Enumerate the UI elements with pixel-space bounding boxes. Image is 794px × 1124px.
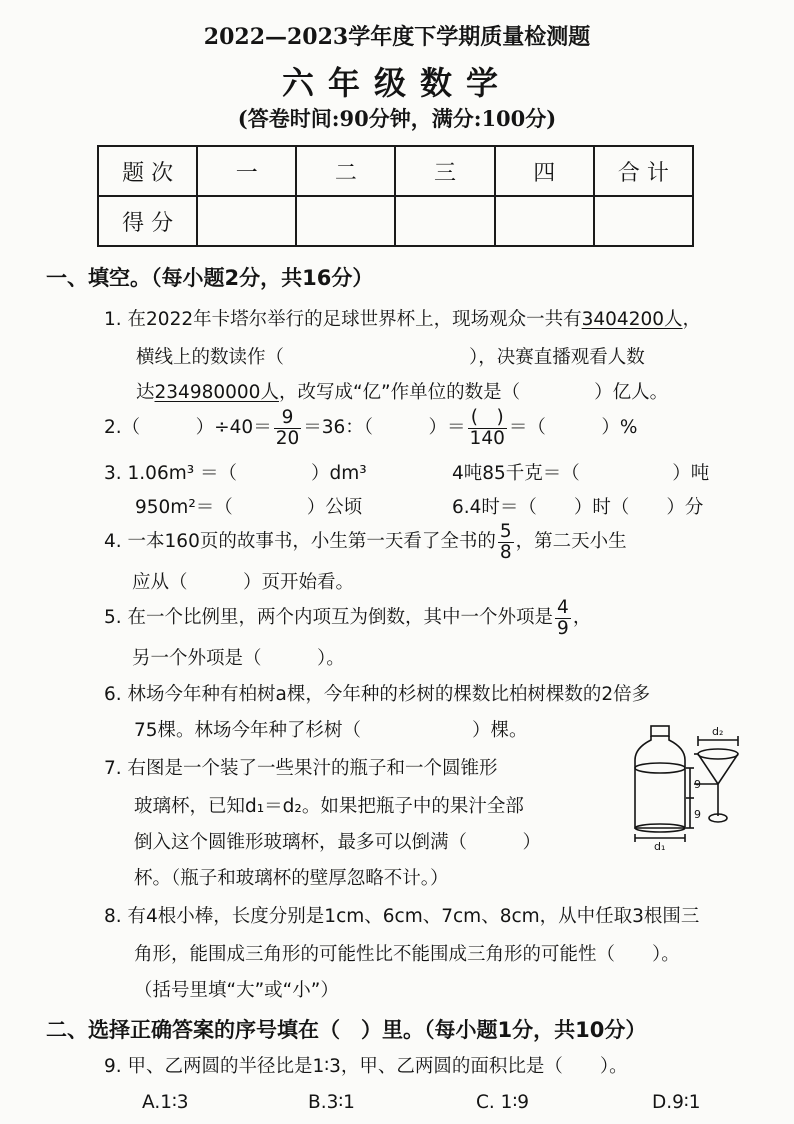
q2-text: ＝36：（ ）＝ bbox=[303, 417, 466, 438]
q1-number-underlined: 3404200人 bbox=[581, 309, 683, 330]
score-input-cell[interactable] bbox=[395, 196, 494, 246]
score-cell: 合 计 bbox=[594, 146, 693, 196]
q9-option-a[interactable]: A.1∶3 bbox=[142, 1092, 189, 1113]
q9-option-b[interactable]: B.3∶1 bbox=[308, 1092, 355, 1113]
q5-text: 5. 在一个比例里，两个内项互为倒数，其中一个外项是 bbox=[104, 607, 554, 628]
score-input-cell[interactable] bbox=[296, 196, 395, 246]
score-input-cell[interactable] bbox=[495, 196, 594, 246]
d2-label: d₂ bbox=[712, 725, 724, 738]
d1-label: d₁ bbox=[654, 840, 666, 850]
q4-line-1 bbox=[104, 522, 627, 562]
fraction-numerator: 5 bbox=[499, 521, 512, 543]
q8-line-1: 8. 有4根小棒，长度分别是1cm、6cm、7cm、8cm，从中任取3根围三 bbox=[104, 906, 700, 927]
q8-line-3: （括号里填“大”或“小”） bbox=[134, 980, 339, 1001]
q1-number-underlined: 234980000人 bbox=[154, 382, 279, 403]
q9-option-d[interactable]: D.9∶1 bbox=[652, 1092, 701, 1113]
exam-subject: 六年级数学 bbox=[281, 64, 512, 102]
score-cell: 三 bbox=[395, 146, 494, 196]
q1-line-1 bbox=[104, 305, 701, 331]
q3-part-d: 6.4时＝（ ）时（ ）分 bbox=[452, 497, 704, 518]
q4-text: 4. 一本160页的故事书，小生第一天看了全书的 bbox=[104, 531, 496, 552]
score-table-header-row bbox=[98, 146, 693, 196]
q1-text: ， bbox=[682, 309, 702, 330]
q1-line-3 bbox=[136, 378, 668, 404]
q2-fraction-9-20 bbox=[274, 408, 302, 448]
q4-text: ，第二天小生 bbox=[515, 531, 627, 552]
q6-line-2: 75棵。林场今年种了杉树（ ）棵。 bbox=[134, 720, 528, 741]
fraction-denominator: 9 bbox=[557, 617, 569, 639]
score-cell: 四 bbox=[495, 146, 594, 196]
exam-title: 2022—2023学年度下学期质量检测题 bbox=[203, 24, 591, 50]
q1-text: 1. 在2022年卡塔尔举行的足球世界杯上，现场观众一共有 bbox=[104, 309, 582, 330]
q9-option-c[interactable]: C. 1∶9 bbox=[476, 1092, 530, 1113]
exam-info: (答卷时间:90分钟，满分:100分) bbox=[237, 106, 557, 131]
juice-surface bbox=[635, 763, 685, 773]
q6-line-1: 6. 林场今年种有柏树a棵，今年种的杉树的棵数比柏树棵数的2倍多 bbox=[104, 684, 651, 705]
q2-fraction-blank-140 bbox=[468, 408, 507, 448]
bottle-cap bbox=[651, 726, 669, 736]
q7-line-2: 玻璃杯，已知d₁＝d₂。如果把瓶子中的果汁全部 bbox=[134, 796, 524, 817]
fraction-numerator: ( ) bbox=[468, 408, 507, 428]
section-1-title: 一、填空。（每小题2分，共16分） bbox=[46, 266, 374, 290]
section-2-title: 二、选择正确答案的序号填在（ ）里。（每小题1分，共10分） bbox=[46, 1018, 647, 1042]
q2-line bbox=[104, 408, 637, 448]
score-table-score-row bbox=[98, 196, 693, 246]
fraction-denominator: 140 bbox=[469, 427, 505, 449]
q2-text: 2.（ ）÷40＝ bbox=[104, 417, 272, 438]
q3-part-a: 3. 1.06m³ ＝（ ）dm³ bbox=[104, 463, 367, 484]
q9-stem: 9. 甲、乙两圆的半径比是1∶3，甲、乙两圆的面积比是（ ）。 bbox=[104, 1056, 628, 1077]
score-table bbox=[97, 145, 694, 247]
q3-part-c: 950m²＝（ ）公顷 bbox=[135, 497, 363, 518]
q5-text: ， bbox=[572, 607, 592, 628]
height-label-2: 9 bbox=[694, 808, 701, 821]
score-cell: 二 bbox=[296, 146, 395, 196]
q5-fraction-4-9 bbox=[555, 598, 571, 638]
q7-line-4: 杯。（瓶子和玻璃杯的壁厚忽略不计。） bbox=[134, 868, 449, 889]
fraction-denominator: 20 bbox=[275, 427, 300, 449]
fraction-numerator: 4 bbox=[557, 597, 569, 619]
q4-fraction-5-8 bbox=[498, 522, 514, 562]
score-cell: 一 bbox=[197, 146, 296, 196]
q1-text: ，改写成“亿”作单位的数是（ ）亿人。 bbox=[278, 382, 669, 403]
q4-line-2: 应从（ ）页开始看。 bbox=[132, 572, 355, 593]
bottle-body bbox=[635, 736, 685, 828]
q7-line-3: 倒入这个圆锥形玻璃杯，最多可以倒满（ ） bbox=[134, 832, 542, 853]
height-label-1: 9 bbox=[694, 778, 701, 791]
q3-part-b: 4吨85千克＝（ ）吨 bbox=[452, 463, 710, 484]
q1-line-2: 横线上的数读作（ ），决赛直播观看人数 bbox=[136, 347, 645, 368]
score-cell: 得 分 bbox=[98, 196, 197, 246]
q5-line-1 bbox=[104, 598, 591, 638]
q2-text: ＝（ ）% bbox=[508, 417, 638, 438]
q5-line-2: 另一个外项是（ ）。 bbox=[132, 648, 345, 669]
bottle-and-cone-figure bbox=[624, 724, 754, 850]
score-input-cell[interactable] bbox=[594, 196, 693, 246]
fraction-numerator: 9 bbox=[274, 408, 302, 428]
cone-rim bbox=[698, 749, 738, 759]
q8-line-2: 角形，能围成三角形的可能性比不能围成三角形的可能性（ ）。 bbox=[134, 944, 680, 965]
score-input-cell[interactable] bbox=[197, 196, 296, 246]
q7-line-1: 7. 右图是一个装了一些果汁的瓶子和一个圆锥形 bbox=[104, 758, 498, 779]
fraction-denominator: 8 bbox=[499, 541, 512, 563]
q1-text: 达 bbox=[136, 382, 155, 403]
score-cell: 题 次 bbox=[98, 146, 197, 196]
